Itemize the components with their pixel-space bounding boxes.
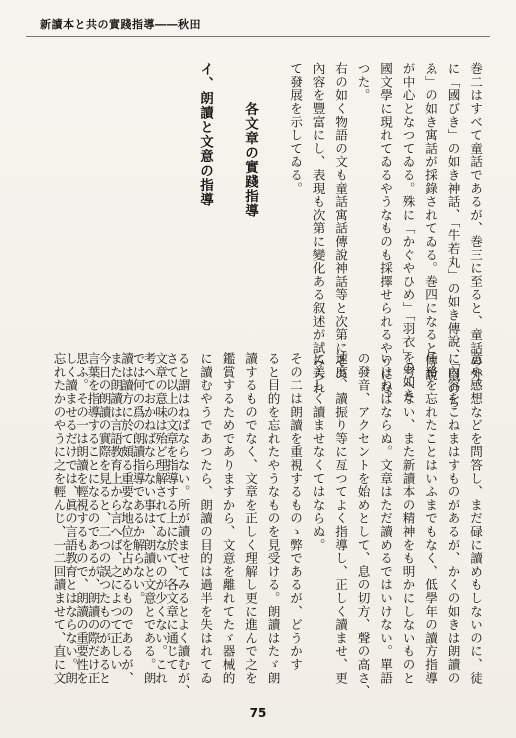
text-line: 讀は讀方に於て頗る重要な地位を占めるものであるが、	[119, 352, 134, 685]
text-line: 言葉を指導することになるのであるが、朗讀の際だけ正	[85, 352, 101, 685]
text-line: つた。	[355, 62, 371, 102]
text-line: ると目的を忘れたやうなものを見受ける。朗讀はたゞ朗	[265, 352, 281, 685]
text-line: 任務を忘れたことはいふまでもなく、低學年の讀方指導	[423, 352, 438, 685]
text-line: ると謂はねばならない。所が讀ませてみるとよく讀むが、	[175, 352, 191, 698]
text-line: 鑑賞するためでありますから、文意を離れてたゞ器械的	[220, 352, 236, 685]
text-line: さて以上の文章を指導する上に於て、各文章に通じて	[164, 352, 179, 672]
text-line: 讀するものでなく、文章を正しく理解し更に進んで之を	[243, 352, 258, 685]
text-line: の發音、アクセントを始めとして、息の切方、聲の高さ、	[355, 352, 371, 698]
text-line: に「國びき」の如き神話、「牛若丸」の如き傳說、「鼠のち	[445, 62, 461, 409]
text-line: 右の如く物語の文も童話寓話傳說神話等と次第にその	[333, 62, 348, 382]
text-line: 速度、讀振り等に亙つてよく指導し、正しく讀ませ、更	[333, 352, 348, 685]
text-line: を考へない、また新讀本の精神をも明かにしないものと	[400, 352, 416, 685]
spacer	[216, 62, 239, 320]
text-line: て發展を示してゐる。	[288, 62, 303, 195]
page-number: 75	[249, 706, 267, 720]
text-line: その二は朗讀を重視するものゝ弊であるが、どうかす	[288, 352, 303, 672]
text-line: に內容をこねまはすものがあるが、かくの如きは朗讀の	[445, 352, 461, 685]
text-line: 今日の朗讀の實際を見ると、二つの誤つたものがあると	[96, 352, 112, 685]
text-line: 思ふ。その一は朗讀を輕視するもので、朗讀の重要性を	[74, 352, 89, 685]
text-line: 內容を豐富にし、表現も次第に變化ある叙述が試みられ	[310, 62, 326, 395]
section-heading: 各文章の實踐指導	[242, 102, 258, 218]
text-line: 文章の意味は殆ど理解されてゐないのが少くない。これ	[153, 352, 168, 685]
text-line: に讀むやうであつたら、朗讀の目的は過半を失はれてゐ	[198, 352, 213, 685]
spacer	[261, 62, 284, 320]
text-line: 忘れたかのやうに之を輕んじ、一二回讀ませて、直に文	[51, 352, 67, 685]
lower-right-text-block	[32, 352, 182, 685]
text-line: 意や感想などを問答し、まだ碌に讀めもしないのに、徒	[468, 352, 483, 685]
text-line: しく讀ませるだけでは、眞の言語教育とはならない。朗	[63, 352, 78, 685]
text-line: 巻二はすべて童話であるが、巻三に至ると、童話の外	[468, 62, 483, 382]
sub-heading: イ、朗讀と文意の指導	[197, 62, 213, 207]
text-line: いはねばならぬ。文章はただ讀めるではいけない。單語	[378, 352, 393, 685]
text-line: に美しく讀ませなくてはならぬ。	[310, 352, 326, 552]
text-line: 考へておかねばならない事は、朗讀と文意とである。朗	[141, 352, 157, 685]
text-line: が中心となつてゐる。殊に「かぐやひめ」「羽衣」の如き	[400, 62, 416, 402]
text-line: ゑ」の如き寓話が採錄されてゐる。巻四になると傳說	[423, 62, 438, 382]
upper-text-block	[36, 62, 486, 409]
running-head: 新讀本と共の實踐指導――秋田	[40, 18, 201, 31]
text-line: また朗讀は言語教育上から言へば、之によつて正しい	[108, 352, 123, 672]
header-rule	[26, 36, 490, 37]
text-line: では何の爲の朗讀指導であるか解らない。	[130, 352, 146, 605]
text-line: 國文學に現れてゐるやうなものも採擇せられるやうにな	[378, 62, 393, 395]
